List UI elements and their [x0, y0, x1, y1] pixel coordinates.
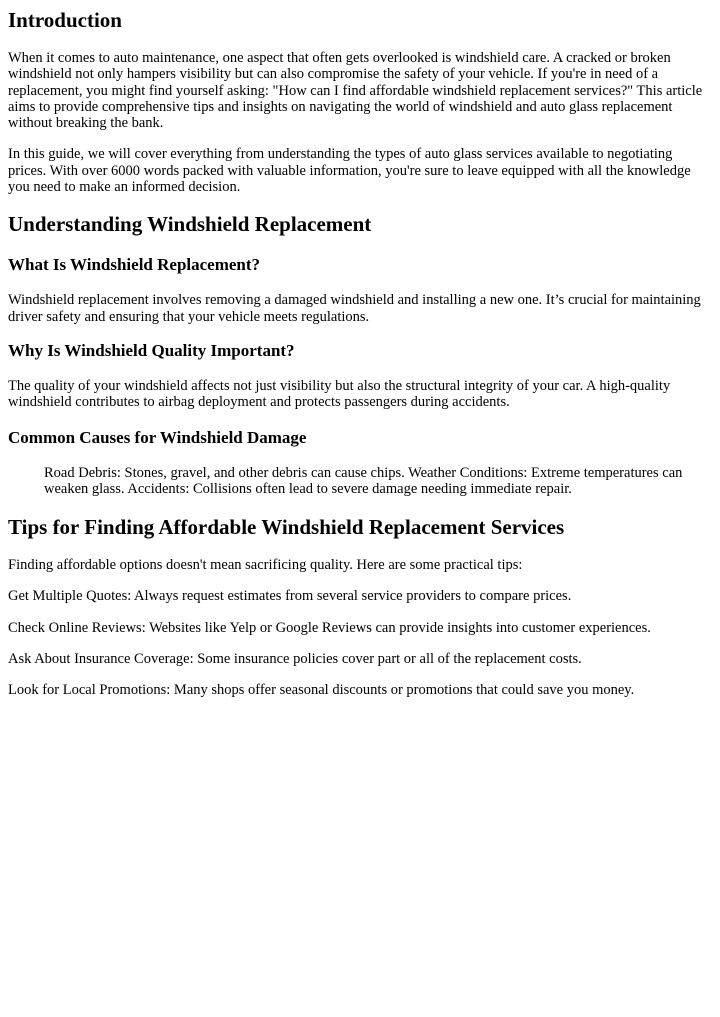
common-causes-text: Road Debris: Stones, gravel, and other debris can cause chips. Weather Conditions: Extreme temperatures can weaken glass. Accidents: Collisions often lead to severe damage needing immediate repair. [44, 464, 683, 497]
common-causes-heading: Common Causes for Windshield Damage [8, 427, 307, 447]
what-is-paragraph: Windshield replacement involves removing a damaged windshield and installing a new one. It’s crucial for maintaining driver safety and ensuring that your vehicle meets regulations. [8, 292, 701, 325]
intro-paragraph-1: When it comes to auto maintenance, one aspect that often gets overlooked is windshield care. A cracked or broken windshield not only hampers visibility but can also compromise the safety of your vehicle. If you're in need of a replacement, you might find yourself asking: "How can I find affordable windshield replacement services?" This article aims to provide comprehensive tips and insights on navigating the world of windshield and auto glass replacement without breaking the bank. [8, 50, 703, 132]
tip-item: Look for Local Promotions: Many shops offer seasonal discounts or promotions that could save you money. [8, 682, 635, 699]
tip-item: Get Multiple Quotes: Always request estimates from several service providers to compare prices. [8, 588, 572, 605]
intro-heading: Introduction [8, 8, 122, 32]
why-quality-heading: Why Is Windshield Quality Important? [8, 340, 295, 360]
article [8, 0, 712, 699]
tip-item: Check Online Reviews: Websites like Yelp or Google Reviews can provide insights into customer experiences. [8, 619, 651, 636]
why-quality-paragraph: The quality of your windshield affects not just visibility but also the structural integrity of your car. A high-quality windshield contributes to airbag deployment and protects passengers during accidents. [8, 377, 671, 411]
tip-item: Ask About Insurance Coverage: Some insurance policies cover part or all of the replacement costs. [8, 651, 582, 668]
understanding-heading: Understanding Windshield Replacement [8, 212, 372, 237]
what-is-heading: What Is Windshield Replacement? [8, 255, 261, 275]
common-causes-blockquote [8, 465, 712, 498]
tips-intro: Finding affordable options doesn't mean sacrificing quality. Here are some practical tips: [8, 557, 523, 574]
intro-paragraph-2: In this guide, we will cover everything from understanding the types of auto glass services available to negotiating prices. With over 6000 words packed with valuable information, you're sure to leave equipped with all the knowledge you need to make an informed decision. [8, 146, 691, 196]
tips-heading: Tips for Finding Affordable Windshield Replacement Services [8, 515, 565, 540]
